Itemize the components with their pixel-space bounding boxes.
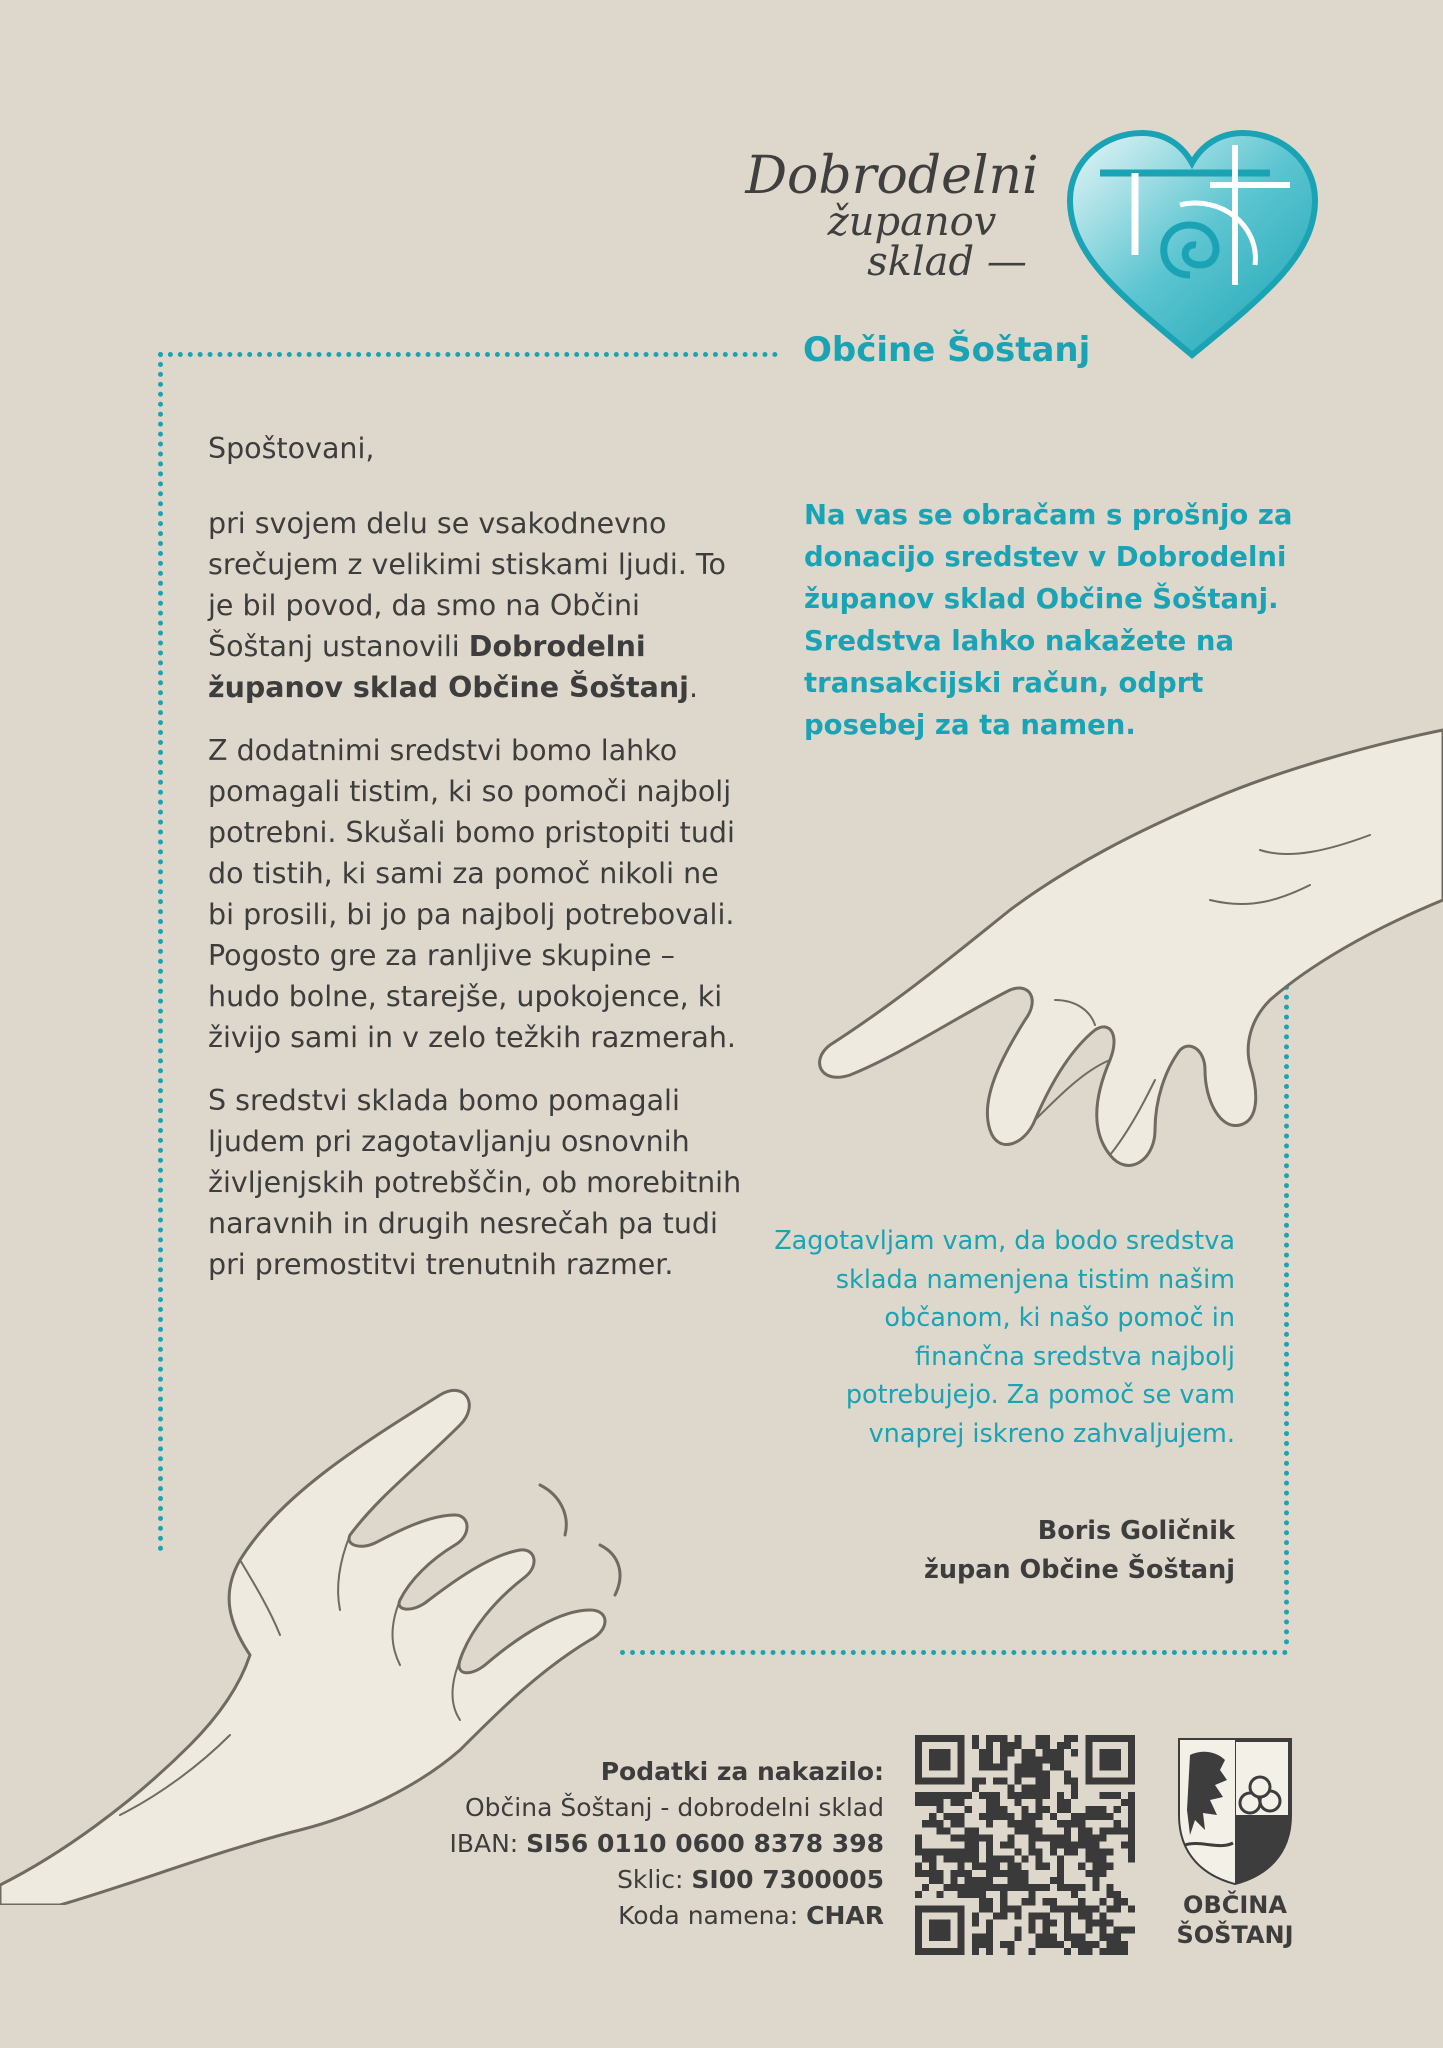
- letter-p1-bold: Dobrodelni županov sklad Občine Šoštanj: [208, 630, 689, 704]
- donation-request-highlight: Na vas se obračam s prošnjo za donacijo sredstev v Dobrodelni županov sklad Občine Šoštanj. Sredstva lahko nakažete na transakcijski račun, odprt posebej za ta namen.: [804, 499, 1293, 741]
- purpose-code-value: CHAR: [806, 1901, 884, 1930]
- reaching-hand-illustration: [810, 700, 1443, 1180]
- payment-reference-row: [380, 1862, 884, 1898]
- letter-body: [208, 428, 748, 1307]
- heart-logo-icon: [1060, 125, 1325, 365]
- payment-qr-code[interactable]: [915, 1735, 1135, 1955]
- letter-p1-end: .: [688, 671, 698, 704]
- logo-script-line1: Dobrodelni: [745, 146, 1039, 206]
- reference-value: SI00 7300005: [691, 1865, 884, 1894]
- municipality-name-line1: OBČINA: [1183, 1891, 1287, 1919]
- letter-p1-text: pri svojem delu se vsakodnevno srečujem z velikimi stiskami ljudi. To je bil povod, da smo na Občini Šoštanj ustanovili: [208, 507, 726, 663]
- payment-code-row: [380, 1898, 884, 1934]
- payment-details: [380, 1754, 884, 1934]
- frame-bottom-dots: [620, 1650, 1288, 1655]
- closing-statement: Zagotavljam vam, da bodo sredstva sklada namenjena tistim našim občanom, ki našo pomoč in finančna sredstva najbolj potrebujejo. Za pomoč se vam vnaprej iskreno zahvaljujem.: [774, 1226, 1235, 1449]
- iban-value: SI56 0110 0600 8378 398: [526, 1829, 884, 1858]
- frame-top-dots: [158, 352, 778, 357]
- frame-left-dots: [158, 352, 163, 1552]
- purpose-code-label: Koda namena:: [618, 1901, 807, 1930]
- logo-script-line3: sklad —: [867, 239, 1027, 285]
- letter-greeting: Spoštovani,: [208, 432, 375, 465]
- municipality-name: [1160, 1890, 1310, 1950]
- signature-title: župan Občine Šoštanj: [924, 1555, 1235, 1585]
- municipality-crest-icon: [1175, 1735, 1295, 1885]
- logo-town-name: Občine Šoštanj: [803, 330, 1091, 370]
- reference-label: Sklic:: [617, 1865, 692, 1894]
- signature-block: [870, 1512, 1235, 1590]
- iban-label: IBAN:: [449, 1829, 527, 1858]
- letter-paragraph-2: Z dodatnimi sredstvi bomo lahko pomagali tistim, ki so pomoči najbolj potrebni. Skušali bomo pristopiti tudi do tistih, ki sami za pomoč nikoli ne bi prosili, bi jo pa najbolj potrebovali. Pogosto gre za ranljive skupine – hudo bolne, starejše, upokojence, ki živijo sami in v zelo težkih razmerah.: [208, 734, 736, 1054]
- signature-name: Boris Goličnik: [1037, 1516, 1235, 1546]
- logo-script-title: [712, 146, 1072, 285]
- municipality-name-line2: ŠOŠTANJ: [1176, 1921, 1294, 1949]
- logo-script-line2: županov: [827, 199, 997, 245]
- letter-paragraph-1: [208, 503, 748, 708]
- payment-iban-row: [380, 1826, 884, 1862]
- payment-heading: Podatki za nakazilo:: [600, 1757, 884, 1786]
- letter-paragraph-3: S sredstvi sklada bomo pomagali ljudem pri zagotavljanju osnovnih življenjskih potrebščin, ob morebitnih naravnih in drugih nesrečah pa tudi pri premostitvi trenutnih razmer.: [208, 1084, 742, 1281]
- payment-recipient: Občina Šoštanj - dobrodelni sklad: [465, 1793, 884, 1822]
